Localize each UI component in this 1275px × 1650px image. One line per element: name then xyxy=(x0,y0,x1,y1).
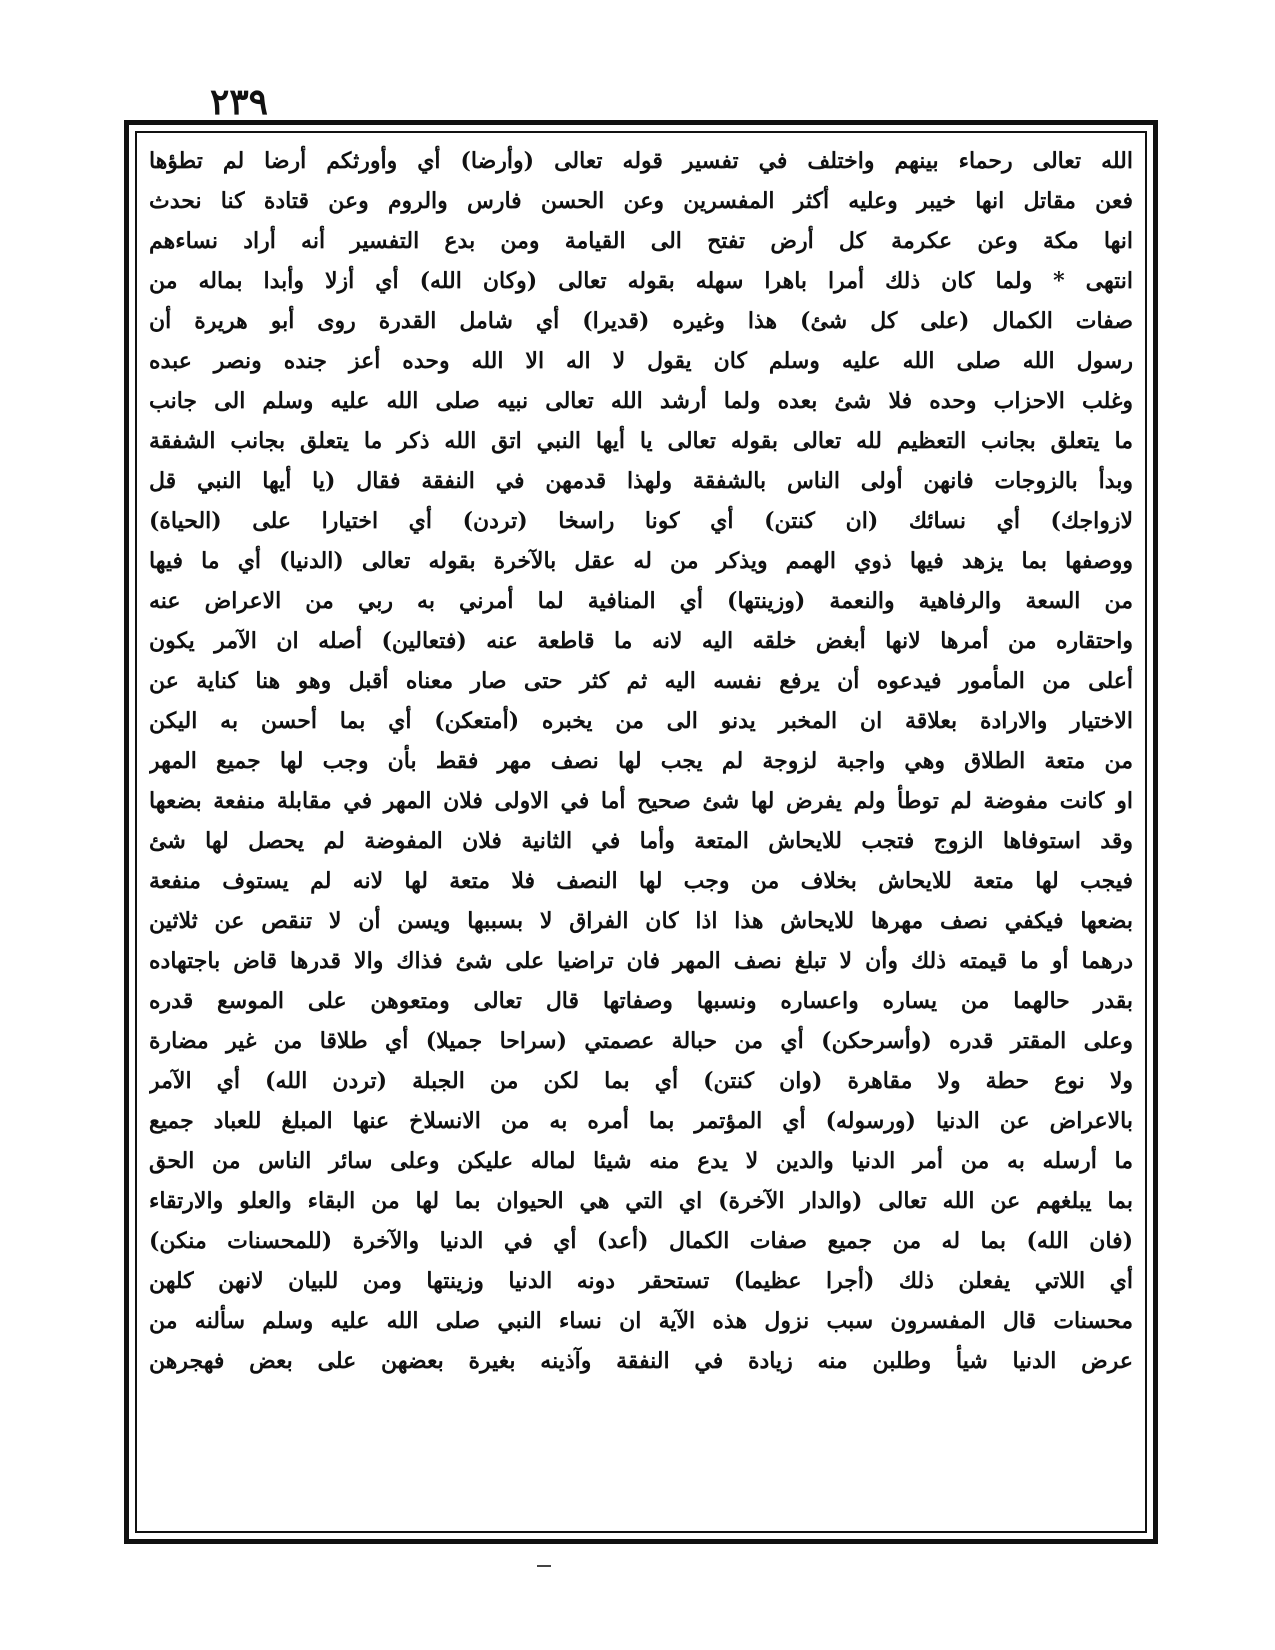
text-line: وغلب الاحزاب وحده فلا شئ بعده ولما أرشد الله تعالى نبيه صلى الله عليه وسلم الى جانب xyxy=(149,388,1133,414)
text-line: من متعة الطلاق وهي واجبة لزوجة لم يجب لها نصف مهر فقط بأن وجب لها جميع المهر xyxy=(149,748,1133,774)
footer-mark xyxy=(537,1565,551,1567)
text-line: لازواجك) أي نسائك (ان كنتن) أي كونا راسخا (تردن) أي اختيارا على (الحياة) xyxy=(149,508,1133,534)
text-line: ما يتعلق بجانب التعظيم لله تعالى بقوله تعالى يا أيها النبي اتق الله ذكر ما يتعلق بجانب الشفقة xyxy=(149,428,1133,454)
text-line: وعلى المقتر قدره (وأسرحكن) أي من حبالة عصمتي (سراحا جميلا) أي طلاقا من غير مضارة xyxy=(149,1028,1133,1054)
text-line: درهما أو ما قيمته ذلك وأن لا تبلغ نصف المهر فان تراضيا على شئ فذاك والا قدرها قاض باجتهاده xyxy=(149,948,1133,974)
text-line: (فان الله) بما له من جميع صفات الكمال (أعد) أي في الدنيا والآخرة (للمحسنات منكن) xyxy=(149,1228,1133,1254)
text-line: بقدر حالهما من يساره واعساره ونسبها وصفاتها قال تعالى ومتعوهن على الموسع قدره xyxy=(149,988,1133,1014)
text-line: ولا نوع حطة ولا مقاهرة (وان كنتن) أي بما لكن من الجبلة (تردن الله) أي الآمر xyxy=(149,1068,1133,1094)
text-line: رسول الله صلى الله عليه وسلم كان يقول لا اله الا الله وحده أعز جنده ونصر عبده xyxy=(149,348,1133,374)
text-line: او كانت مفوضة لم توطأ ولم يفرض لها شئ صحيح أما في الاولى فلان المهر في مقابلة منفعة بضعها xyxy=(149,788,1133,814)
page-number: ٢٣٩ xyxy=(210,81,269,123)
text-line: الله تعالى رحماء بينهم واختلف في تفسير قوله تعالى (وأرضا) أي وأورثكم أرضا لم تطؤها xyxy=(149,148,1133,174)
text-body xyxy=(149,141,1133,1381)
text-line: محسنات قال المفسرون سبب نزول هذه الآية ان نساء النبي صلى الله عليه وسلم سألنه من xyxy=(149,1308,1133,1334)
text-line: بالاعراض عن الدنيا (ورسوله) أي المؤتمر بما أمره به من الانسلاخ عنها المبلغ للعباد جميع xyxy=(149,1108,1133,1134)
text-line: انها مكة وعن عكرمة كل أرض تفتح الى القيامة ومن بدع التفسير أنه أراد نساءهم xyxy=(149,228,1133,254)
text-line: ما أرسله به من أمر الدنيا والدين لا يدع منه شيئا لماله عليكن وعلى سائر الناس من الحق xyxy=(149,1148,1133,1174)
text-line: فعن مقاتل انها خيبر وعليه أكثر المفسرين وعن الحسن فارس والروم وعن قتادة كنا نحدث xyxy=(149,188,1133,214)
inner-frame xyxy=(135,131,1147,1533)
text-line: وبدأ بالزوجات فانهن أولى الناس بالشفقة ولهذا قدمهن في النفقة فقال (يا أيها النبي قل xyxy=(149,468,1133,494)
text-line: وقد استوفاها الزوج فتجب للايحاش المتعة وأما في الثانية فلان المفوضة لم يحصل لها شئ xyxy=(149,828,1133,854)
page-frame xyxy=(124,120,1158,1544)
text-line: الاختيار والارادة بعلاقة ان المخبر يدنو الى من يخبره (أمتعكن) أي بما أحسن به اليكن xyxy=(149,708,1133,734)
text-line: بضعها فيكفي نصف مهرها للايحاش هذا اذا كان الفراق لا بسببها ويسن أن لا تنقص عن ثلاثين xyxy=(149,908,1133,934)
text-line: عرض الدنيا شيأ وطلبن منه زيادة في النفقة وآذينه بغيرة بعضهن على بعض فهجرهن xyxy=(149,1348,1133,1374)
text-line: أي اللاتي يفعلن ذلك (أجرا عظيما) تستحقر دونه الدنيا وزينتها ومن للبيان لانهن كلهن xyxy=(149,1268,1133,1294)
text-line: ووصفها بما يزهد فيها ذوي الهمم ويذكر من له عقل بالآخرة بقوله تعالى (الدنيا) أي ما فيها xyxy=(149,548,1133,574)
text-line: أعلى من المأمور فيدعوه أن يرفع نفسه اليه ثم كثر حتى صار معناه أقبل وهو هنا كناية عن xyxy=(149,668,1133,694)
text-line: صفات الكمال (على كل شئ) هذا وغيره (قديرا) أي شامل القدرة روى أبو هريرة أن xyxy=(149,308,1133,334)
text-line: فيجب لها متعة للايحاش بخلاف من وجب لها النصف فلا متعة لها لانه لم يستوف منفعة xyxy=(149,868,1133,894)
text-line: بما يبلغهم عن الله تعالى (والدار الآخرة) اي التي هي الحيوان بما لها من البقاء والعلو والارتقاء xyxy=(149,1188,1133,1214)
text-line: انتهى * ولما كان ذلك أمرا باهرا سهله بقوله تعالى (وكان الله) أي أزلا وأبدا بماله من xyxy=(149,268,1133,294)
text-line: واحتقاره من أمرها لانها أبغض خلقه اليه لانه ما قاطعة عنه (فتعالين) أصله ان الآمر يكون xyxy=(149,628,1133,654)
text-line: من السعة والرفاهية والنعمة (وزينتها) أي المنافية لما أمرني به ربي من الاعراض عنه xyxy=(149,588,1133,614)
